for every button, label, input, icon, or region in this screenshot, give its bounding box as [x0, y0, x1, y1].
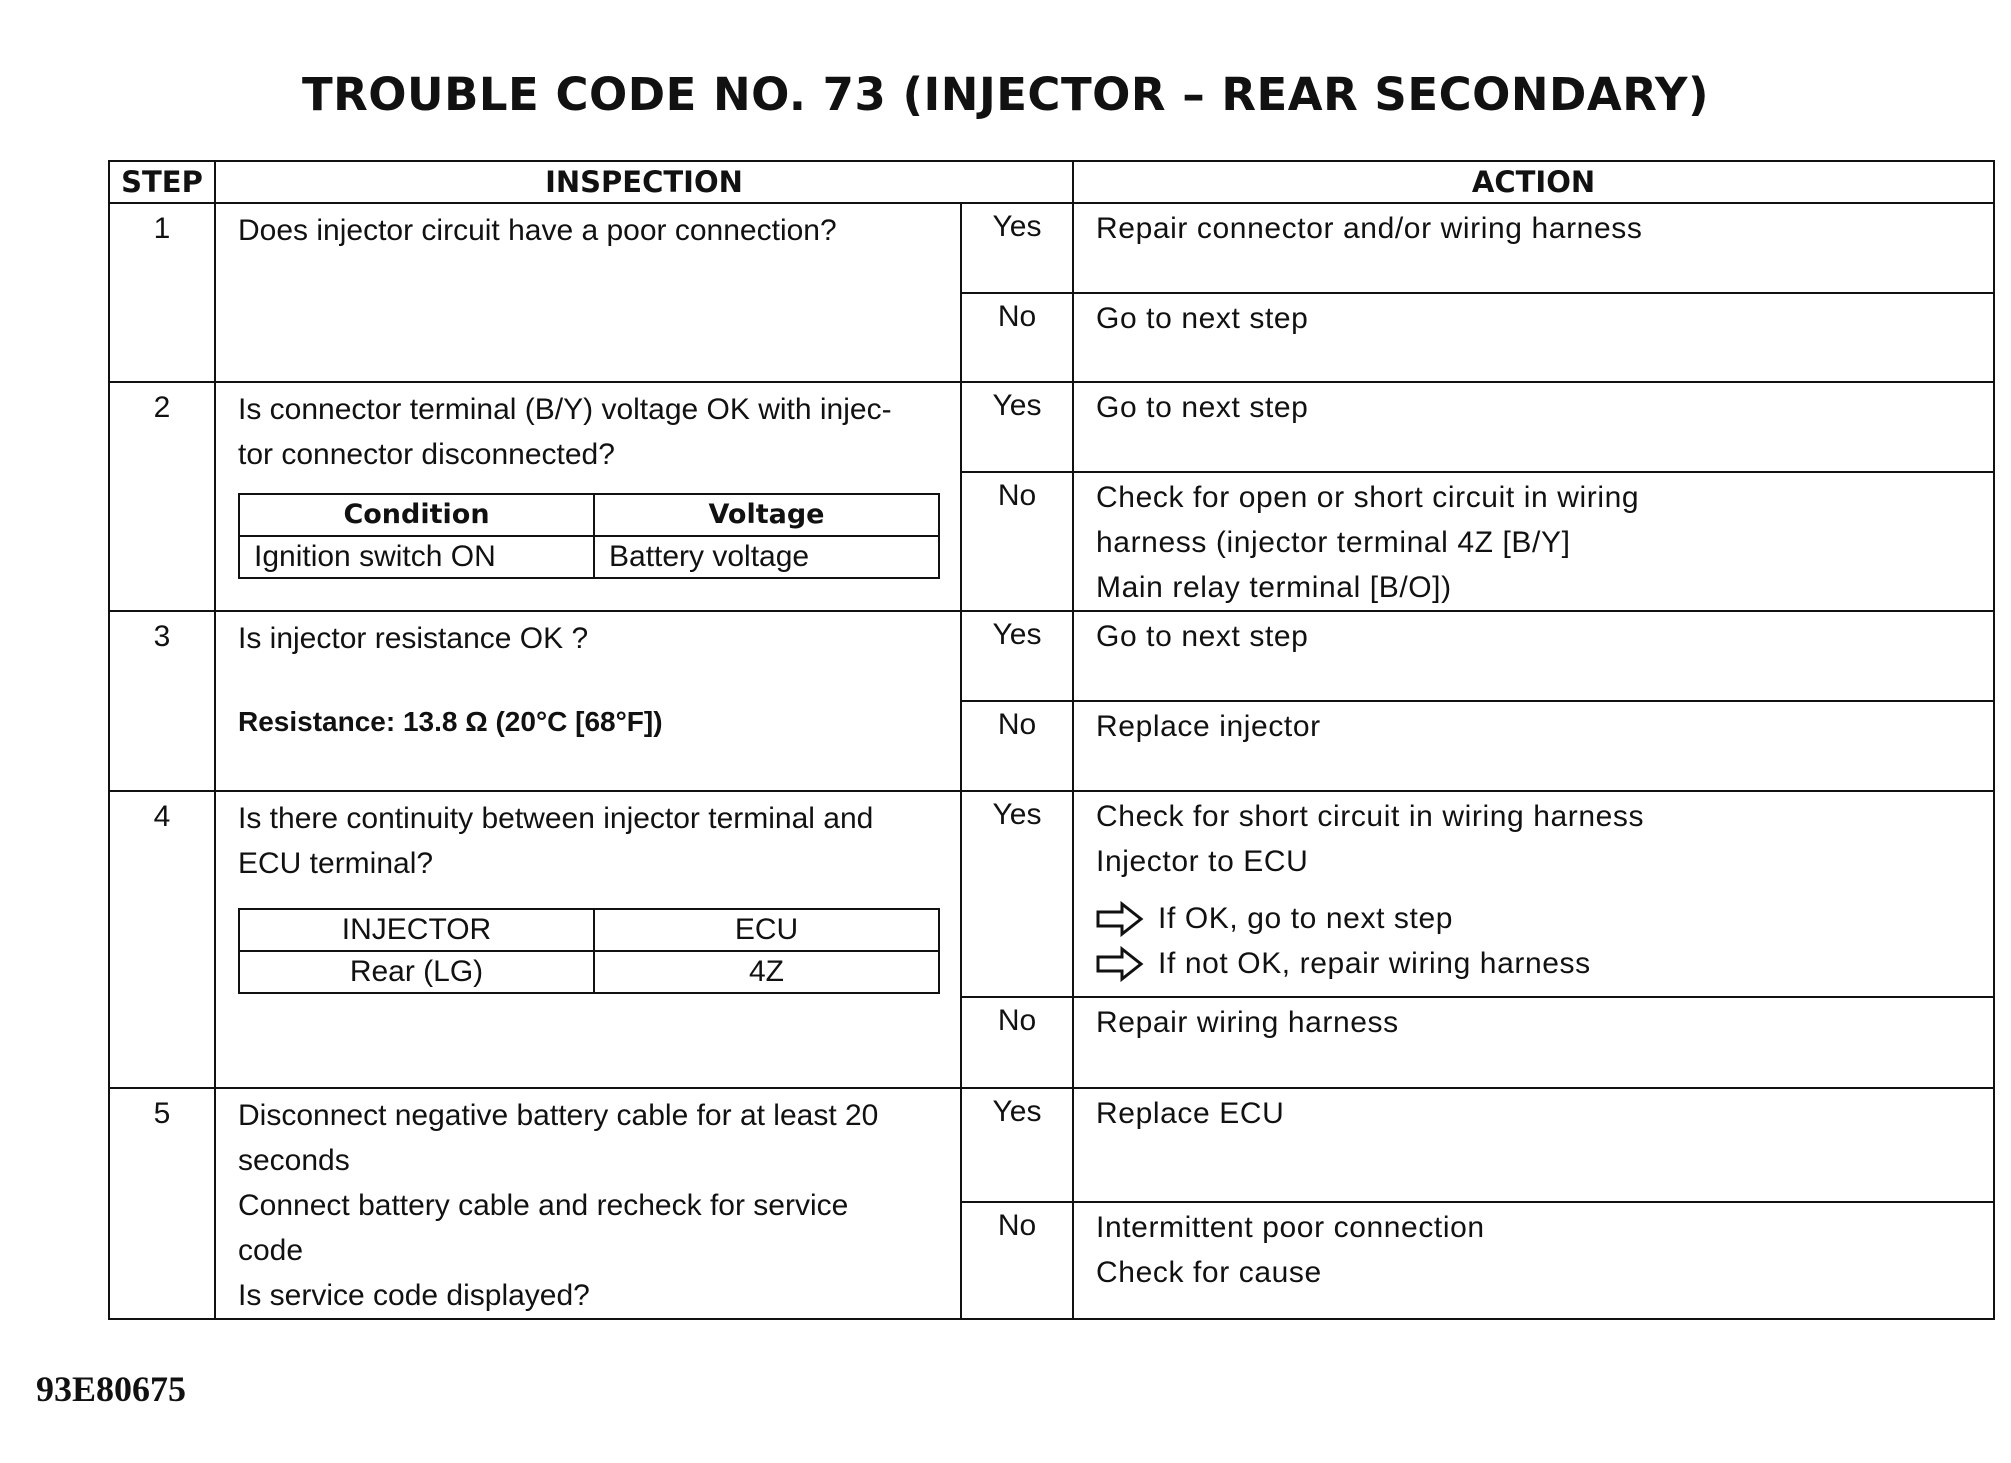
action-text: Main relay terminal [B/O]) — [1096, 571, 1452, 604]
step-1-inspection — [215, 203, 961, 382]
arrow-item — [1096, 896, 1979, 941]
step-5-yes-row — [109, 1088, 1994, 1202]
action-text: Go to next step — [1096, 302, 1309, 335]
arrow-text: If OK, go to next step — [1158, 902, 1454, 935]
condition-value: Ignition switch ON — [239, 536, 594, 578]
ecu-value: 4Z — [594, 951, 939, 993]
voltage-spec-table — [238, 493, 940, 579]
yes-label: Yes — [961, 1088, 1073, 1202]
step-4-yes-row — [109, 791, 1994, 997]
action-text: Replace ECU — [1096, 1097, 1285, 1130]
step-2-inspection — [215, 382, 961, 611]
action-text: Check for cause — [1096, 1256, 1322, 1290]
arrow-text: If not OK, repair wiring harness — [1158, 947, 1591, 980]
no-label: No — [961, 997, 1073, 1088]
action-text: Check for open or short circuit in wiring — [1096, 481, 1640, 514]
ecu-header: ECU — [594, 909, 939, 951]
step-3-yes-row — [109, 611, 1994, 701]
injector-value: Rear (LG) — [239, 951, 594, 993]
step-5-inspection — [215, 1088, 961, 1319]
inspection-text: Is there continuity between injector terminal and — [238, 802, 874, 835]
step-number: 5 — [109, 1088, 215, 1319]
hollow-right-arrow-icon — [1096, 946, 1144, 982]
condition-header: Condition — [239, 494, 594, 536]
step-4-inspection — [215, 791, 961, 1088]
step-1-yes-action — [1073, 203, 1994, 293]
step-3-yes-action — [1073, 611, 1994, 701]
action-text: Repair connector and/or wiring harness — [1096, 212, 1643, 245]
step-4-no-action — [1073, 997, 1994, 1088]
step-1-yes-row — [109, 203, 1994, 293]
inspection-text: Is connector terminal (B/Y) voltage OK with injec- — [238, 393, 892, 426]
inspection-text: tor connector disconnected? — [238, 438, 615, 471]
inspection-text: Does injector circuit have a poor connection? — [238, 214, 837, 247]
action-text: Go to next step — [1096, 391, 1309, 424]
no-label: No — [961, 293, 1073, 382]
voltage-value: Battery voltage — [594, 536, 939, 578]
step-3-no-action — [1073, 701, 1994, 791]
action-text: Intermittent poor connection — [1096, 1211, 1485, 1245]
no-label: No — [961, 701, 1073, 791]
action-text: Replace injector — [1096, 710, 1321, 743]
action-header: ACTION — [1073, 161, 1994, 203]
step-2-yes-row — [109, 382, 1994, 472]
step-1-no-action — [1073, 293, 1994, 382]
inspection-header: INSPECTION — [215, 161, 1073, 203]
inspection-text: seconds — [238, 1144, 350, 1177]
hollow-right-arrow-icon — [1096, 901, 1144, 937]
yes-label: Yes — [961, 791, 1073, 997]
step-number: 1 — [109, 203, 215, 382]
action-text: harness (injector terminal 4Z [B/Y] — [1096, 526, 1571, 559]
action-text: Check for short circuit in wiring harness — [1096, 800, 1645, 833]
action-text: Repair wiring harness — [1096, 1006, 1399, 1039]
action-text: Injector to ECU — [1096, 845, 1309, 878]
inspection-text: Is service code displayed? — [238, 1279, 590, 1312]
header-row — [109, 161, 1994, 203]
injector-header: INJECTOR — [239, 909, 594, 951]
figure-code: 93E80675 — [36, 1369, 187, 1409]
resistance-spec: Resistance: 13.8 Ω (20°C [68°F]) — [238, 706, 663, 737]
inspection-text: code — [238, 1234, 304, 1267]
inspection-text: Disconnect negative battery cable for at least 20 — [238, 1099, 879, 1132]
step-2-yes-action — [1073, 382, 1994, 472]
step-4-yes-action — [1073, 791, 1994, 997]
action-text: Go to next step — [1096, 620, 1309, 653]
step-2-no-action — [1073, 472, 1994, 611]
inspection-text: ECU terminal? — [238, 847, 434, 880]
step-5-no-action — [1073, 1202, 1994, 1319]
step-3-inspection — [215, 611, 961, 791]
trouble-code-table — [108, 160, 1995, 1320]
yes-label: Yes — [961, 203, 1073, 293]
inspection-text: Is injector resistance OK ? — [238, 622, 589, 655]
no-label: No — [961, 1202, 1073, 1319]
page-title: TROUBLE CODE NO. 73 (INJECTOR – REAR SECONDARY) — [301, 68, 1710, 121]
step-5-yes-action — [1073, 1088, 1994, 1202]
continuity-spec-table — [238, 908, 940, 994]
step-number: 2 — [109, 382, 215, 611]
voltage-header: Voltage — [594, 494, 939, 536]
inspection-text: Connect battery cable and recheck for service — [238, 1189, 849, 1222]
yes-label: Yes — [961, 382, 1073, 472]
step-number: 4 — [109, 791, 215, 1088]
step-header: STEP — [109, 161, 215, 203]
arrow-item — [1096, 941, 1979, 986]
no-label: No — [961, 472, 1073, 611]
step-number: 3 — [109, 611, 215, 791]
yes-label: Yes — [961, 611, 1073, 701]
